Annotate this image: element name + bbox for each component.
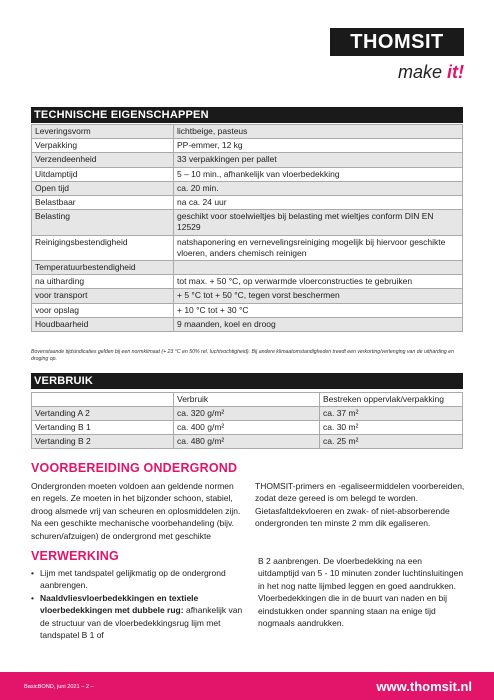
prop-value: ca. 20 min.: [174, 181, 463, 195]
prop-key: Houdbaarheid: [32, 317, 174, 331]
tagline-prefix: make: [397, 62, 447, 82]
footer-url-link[interactable]: www.thomsit.nl: [376, 679, 472, 694]
thomsit-logo: THOMSIT: [330, 28, 464, 56]
tech-footnote: Bovenstaande tijdsindicaties gelden bij een normklimaat (+ 23 °C en 50% rel. luchtvochtigheid). Bij andere klimaatomstandigheden treedt een verkorting/verlenging van de uitharding en droging op.: [31, 349, 454, 362]
table-cell: ca. 400 g/m²: [174, 421, 320, 435]
verbruik-table: [31, 392, 463, 449]
prop-key: Verzendeenheid: [32, 153, 174, 167]
voorbereiding-heading: VOORBEREIDING ONDERGROND: [31, 461, 238, 475]
tagline: [398, 62, 464, 83]
table-row: [32, 235, 463, 260]
table-row: [32, 421, 463, 435]
verwerking-bullet-list: [31, 567, 251, 641]
prop-value: 5 – 10 min., afhankelijk van vloerbedekking: [174, 167, 463, 181]
column-header: [32, 393, 174, 407]
prop-key: Uitdamptijd: [32, 167, 174, 181]
bullet-bold-text: Naaldvliesvloerbedekkingen en textiele vloerbedekkingen met dubbele rug:: [40, 592, 199, 616]
verwerking-right-text: B 2 aanbrengen. De vloerbedekking na een uitdamptijd van 5 - 10 minuten zonder luchtinsluitingen in het nog natte lijmbed leggen en goed aandrukken. Vloerbedekkingen die in de buurt van naden en bij eindstukken onder spanning staan na enige tijd nogmaals aandrukken.: [258, 556, 464, 629]
tech-properties-table: [31, 124, 463, 332]
prop-key: Reinigingsbestendigheid: [32, 235, 174, 260]
prop-key: voor transport: [32, 289, 174, 303]
prop-value: na ca. 24 uur: [174, 196, 463, 210]
table-cell: Vertanding B 2: [32, 435, 174, 449]
bullet-text: afhankelijk van de structuur van de vloerbedekkingsrug lijm met tandspatel B 1 of: [40, 605, 243, 641]
table-row: [32, 181, 463, 195]
footer-edition: BasicBOND, juni 2021 – 2 –: [24, 684, 94, 690]
bullet-icon: •: [31, 592, 34, 603]
table-cell: ca. 480 g/m²: [174, 435, 320, 449]
column-header: Bestreken oppervlak/verpakking: [320, 393, 463, 407]
table-row: [32, 435, 463, 449]
table-cell: ca. 25 m²: [320, 435, 463, 449]
prop-key: Verpakking: [32, 139, 174, 153]
table-row: [32, 261, 463, 275]
bullet-text: Lijm met tandspatel gelijkmatig op de ondergrond aanbrengen.: [40, 568, 226, 591]
prop-key: na uitharding: [32, 275, 174, 289]
table-cell: Vertanding B 1: [32, 421, 174, 435]
prop-value: + 10 °C tot + 30 °C: [174, 303, 463, 317]
verwerking-heading: VERWERKING: [31, 549, 119, 563]
table-cell: ca. 320 g/m²: [174, 407, 320, 421]
table-cell: ca. 37 m²: [320, 407, 463, 421]
table-cell: Vertanding A 2: [32, 407, 174, 421]
prop-value: tot max. + 50 °C, op verwarmde vloerconstructies te gebruiken: [174, 275, 463, 289]
table-row: [32, 407, 463, 421]
table-row: [32, 125, 463, 139]
table-row: [32, 196, 463, 210]
prop-value: PP-emmer, 12 kg: [174, 139, 463, 153]
bullet-icon: •: [31, 568, 34, 578]
prop-value: + 5 °C tot + 50 °C, tegen vorst beschermen: [174, 289, 463, 303]
column-header: Verbruik: [174, 393, 320, 407]
prop-key: Temperatuurbestendigheid: [32, 261, 174, 275]
prop-value: 33 verpakkingen per pallet: [174, 153, 463, 167]
prop-value: [174, 261, 463, 275]
table-row: [32, 289, 463, 303]
prop-key: Open tijd: [32, 181, 174, 195]
prop-key: Belasting: [32, 210, 174, 235]
prop-value: 9 maanden, koel en droog: [174, 317, 463, 331]
table-row: [32, 210, 463, 235]
table-cell: ca. 30 m²: [320, 421, 463, 435]
table-row: [32, 275, 463, 289]
prop-value: lichtbeige, pasteus: [174, 125, 463, 139]
prop-value: natshaponering en vernevelingsreiniging mogelijk bij hiervoor geschikte vloeren, anders chemisch reinigen: [174, 235, 463, 260]
table-header-row: [32, 393, 463, 407]
table-row: [32, 153, 463, 167]
voorbereiding-right-text: THOMSIT-primers en -egaliseermiddelen voorbereiden, zodat deze gereed is om belegd te worden. Gietasfaltdekvloeren en zwak- of niet-absorberende ondergronden ten minste 2 mm dik egaliseren.: [255, 481, 465, 529]
tech-section-title: TECHNISCHE EIGENSCHAPPEN: [31, 107, 463, 123]
list-item: [31, 592, 251, 642]
prop-key: Leveringsvorm: [32, 125, 174, 139]
tagline-accent: it!: [447, 62, 464, 82]
list-item: [31, 567, 251, 592]
table-row: [32, 303, 463, 317]
table-row: [32, 317, 463, 331]
table-row: [32, 139, 463, 153]
voorbereiding-left-text: Ondergronden moeten voldoen aan geldende normen en regels. Ze moeten in het bijzonder schoon, stabiel, droog alsmede vrij van scheuren en oplosmiddelen zijn. Na een geschikte mechanische voorbehandeling (bijv. schuren/afzuigen) de ondergrond met geschikte: [31, 481, 241, 541]
table-row: [32, 167, 463, 181]
verbruik-section-title: VERBRUIK: [31, 373, 463, 389]
prop-key: voor opslag: [32, 303, 174, 317]
prop-key: Belastbaar: [32, 196, 174, 210]
prop-value: geschikt voor stoelwieltjes bij belasting met wieltjes conform DIN EN 12529: [174, 210, 463, 235]
